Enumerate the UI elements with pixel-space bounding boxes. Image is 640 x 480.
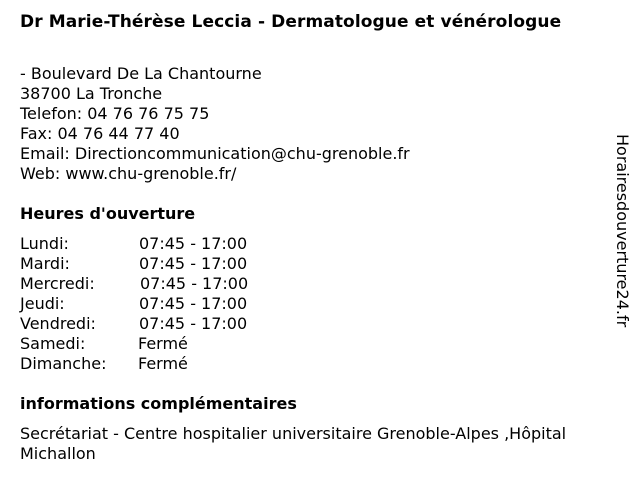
day-label: Dimanche:: [20, 354, 107, 373]
fax-number: Fax: 04 76 44 77 40: [20, 124, 180, 143]
day-label: Mercredi:: [20, 274, 95, 293]
time-value: 07:45 - 17:00: [140, 274, 249, 293]
time-value: 07:45 - 17:00: [139, 294, 248, 313]
contact-block: [20, 64, 580, 184]
day-label: Samedi:: [20, 334, 86, 353]
time-value: Fermé: [138, 334, 188, 353]
phone-number: Telefon: 04 76 76 75 75: [20, 104, 210, 123]
day-label: Vendredi:: [20, 314, 96, 333]
time-value: Fermé: [138, 354, 188, 373]
street-address: - Boulevard De La Chantourne: [20, 64, 262, 83]
time-value: 07:45 - 17:00: [139, 314, 248, 333]
website-link: Web: www.chu-grenoble.fr/: [20, 164, 237, 183]
additional-info-heading: informations complémentaires: [20, 394, 297, 413]
email-address: Email: Directioncommunication@chu-grenoble.fr: [20, 144, 410, 163]
time-value: 07:45 - 17:00: [139, 254, 248, 273]
opening-hours-heading: Heures d'ouverture: [20, 204, 196, 223]
day-label: Jeudi:: [20, 294, 65, 313]
time-value: 07:45 - 17:00: [139, 234, 248, 253]
page-title: Dr Marie-Thérèse Leccia - Dermatologue et vénérologue: [20, 12, 562, 32]
day-label: Lundi:: [20, 234, 69, 253]
watermark-brand: Horairesdouverture24.fr: [613, 134, 632, 328]
city-address: 38700 La Tronche: [20, 84, 163, 103]
additional-info-text: Secrétariat - Centre hospitalier universitaire Grenoble-Alpes ,Hôpital Michallon: [20, 424, 567, 463]
day-label: Mardi:: [20, 254, 70, 273]
